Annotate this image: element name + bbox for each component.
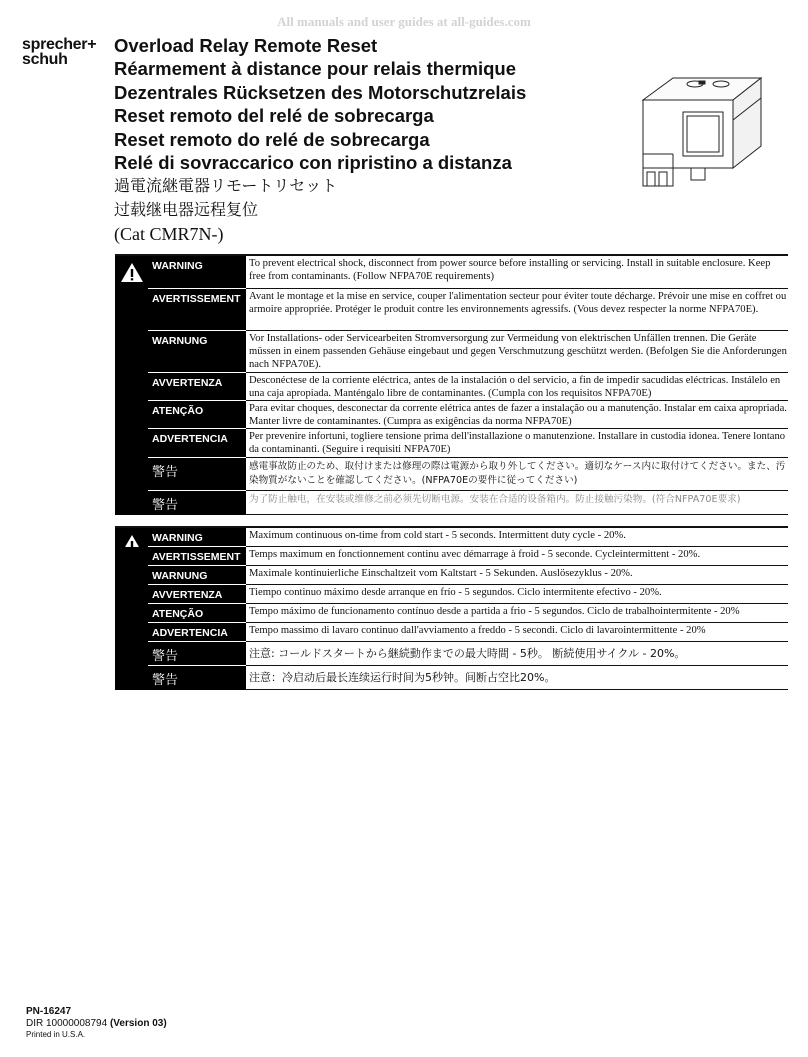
title-ja: 過電流継電器リモートリセット	[114, 176, 338, 196]
warning-block-electrical	[115, 254, 788, 515]
warning-text: Vor Installations- oder Servicearbeiten Stromversorgung zur Vermeidung von elektrischen Unfällen trennen. Die Geräte müssen in einem passenden Gehäuse eingebaut und gegen Verschmutzung geschützt werden. (Befolgen Sie die Anforderungen nach NFPA70E).	[246, 331, 788, 373]
warning-label: AVERTISSEMENT	[148, 289, 246, 331]
warning-text: 感電事故防止のため、取付けまたは修理の際は電源から取り外してください。適切なケース内に取付けてください。また、汚染物質がないことを確認してください。(NFPA70Eの要件に従ってください)	[246, 458, 788, 491]
title-block	[114, 34, 614, 247]
warning-text: 为了防止触电，在安装或维修之前必须先切断电源。安装在合适的设备箱内。防止接触污染物。(符合NFPA70E要求)	[246, 491, 788, 515]
warning-label: 警告	[148, 666, 246, 690]
warning-text: To prevent electrical shock, disconnect from power source before installing or servicing. Install in suitable enclosure. Keep free from contaminants. (Follow NFPA70E requirements)	[246, 256, 788, 289]
warning-block-duty-cycle	[115, 526, 788, 690]
warning-row	[115, 604, 788, 623]
title-zh: 过载继电器远程复位	[114, 200, 259, 220]
warning-row	[115, 566, 788, 585]
printed-in: Printed in U.S.A.	[26, 1030, 86, 1039]
footer	[26, 1006, 167, 1040]
warning-label: WARNING	[148, 528, 246, 547]
title-it: Relé di sovraccarico con ripristino a distanza	[114, 152, 512, 174]
warning-text: Maximale kontinuierliche Einschaltzeit vom Kaltstart - 5 Sekunden. Auslösezyklus - 20%.	[246, 566, 788, 585]
title-fr: Réarmement à distance pour relais thermique	[114, 58, 516, 80]
warning-row	[115, 642, 788, 666]
warning-label: 警告	[148, 458, 246, 491]
warning-text: Maximum continuous on-time from cold start - 5 seconds. Intermittent duty cycle - 20%.	[246, 528, 788, 547]
warning-triangle-icon	[115, 528, 148, 547]
warning-label: ATENÇÃO	[148, 604, 246, 623]
title-en: Overload Relay Remote Reset	[114, 35, 378, 56]
warning-row	[115, 491, 788, 515]
warning-row	[115, 289, 788, 331]
warning-triangle-icon	[115, 256, 148, 289]
warning-row	[115, 528, 788, 547]
warning-label: ATENÇÃO	[148, 401, 246, 429]
warning-label: 警告	[148, 642, 246, 666]
warning-row	[115, 256, 788, 289]
warning-text: 注意: コールドスタートから継続動作までの最大時間 - 5秒。 断続使用サイクル - 20%。	[246, 642, 788, 666]
warning-label: AVVERTENZA	[148, 585, 246, 604]
version: (Version 03)	[109, 1018, 167, 1029]
warning-row	[115, 458, 788, 491]
warning-row	[115, 585, 788, 604]
warning-label: 警告	[148, 491, 246, 515]
warning-label: ADVERTENCIA	[148, 429, 246, 458]
warning-text: Avant le montage et la mise en service, couper l'alimentation secteur pour éviter toute décharge. Prévoir une mise en coffret ou armoire appropriée. Protéger le produit contre les environnements agressifs. (Vous devez respecter la norme NFPA70E).	[246, 289, 788, 331]
catalog-number: (Cat CMR7N-)	[114, 224, 224, 245]
warning-row	[115, 623, 788, 642]
warning-row	[115, 429, 788, 458]
title-es: Reset remoto del relé de sobrecarga	[114, 105, 434, 127]
warning-label: AVVERTENZA	[148, 373, 246, 401]
watermark: All manuals and user guides at all-guides.com	[277, 14, 531, 29]
warning-label: WARNING	[148, 256, 246, 289]
dir-number: DIR 10000008794	[26, 1018, 108, 1029]
warning-text: Per prevenire infortuni, togliere tensione prima dell'installazione o manutenzione. Installare in custodia idonea. Tenere lontano da contaminanti. (Seguire i requisiti NFPA70E)	[246, 429, 788, 458]
warning-text: Tiempo continuo máximo desde arranque en frío - 5 segundos. Ciclo intermitente efectivo - 20%.	[246, 585, 788, 604]
part-number: PN-16247	[26, 1006, 72, 1017]
brand-line-2: schuh	[22, 51, 68, 68]
warning-label: WARNUNG	[148, 566, 246, 585]
warning-label: ADVERTENCIA	[148, 623, 246, 642]
warning-text: 注意：冷启动后最长连续运行时间为5秒钟。间断占空比20%。	[246, 666, 788, 690]
warning-text: Temps maximum en fonctionnement continu avec démarrage à froid - 5 seconde. Cycleintermittent - 20%.	[246, 547, 788, 566]
warning-text: Para evitar choques, desconectar da corrente elétrica antes de fazer a instalação ou a manutenção. Instalar em caixa apropriada. Manter livre de contaminantes. (Cumpra as exigências da norma NFPA70E)	[246, 401, 788, 429]
warning-label: AVERTISSEMENT	[148, 547, 246, 566]
warning-text: Tempo massimo di lavaro continuo dall'avviamento a freddo - 5 secondi. Ciclo di lavarointermittente - 20%	[246, 623, 788, 642]
warning-row	[115, 331, 788, 373]
warning-label: WARNUNG	[148, 331, 246, 373]
warning-row	[115, 373, 788, 401]
brand-logo	[22, 37, 96, 67]
warning-row	[115, 547, 788, 566]
warning-row	[115, 666, 788, 690]
brand-line-1: sprecher+	[22, 36, 97, 53]
title-pt: Reset remoto do relé de sobrecarga	[114, 128, 430, 150]
warning-text: Desconéctese de la corriente eléctrica, antes de la instalación o del servicio, a fin de impedir sacudidas eléctricas. Instálelo en una caja apropiada. Manténgalo libre de contaminantes. (Cumpla con los requisitos NFPA70E)	[246, 373, 788, 401]
warning-text: Tempo máximo de funcionamento contínuo desde a partida a frio - 5 segundos. Ciclo de trabalhointermitente - 20%	[246, 604, 788, 623]
title-de: Dezentrales Rücksetzen des Motorschutzrelais	[114, 81, 527, 103]
product-illustration	[633, 70, 763, 196]
document-number	[26, 1018, 167, 1030]
warning-row	[115, 401, 788, 429]
